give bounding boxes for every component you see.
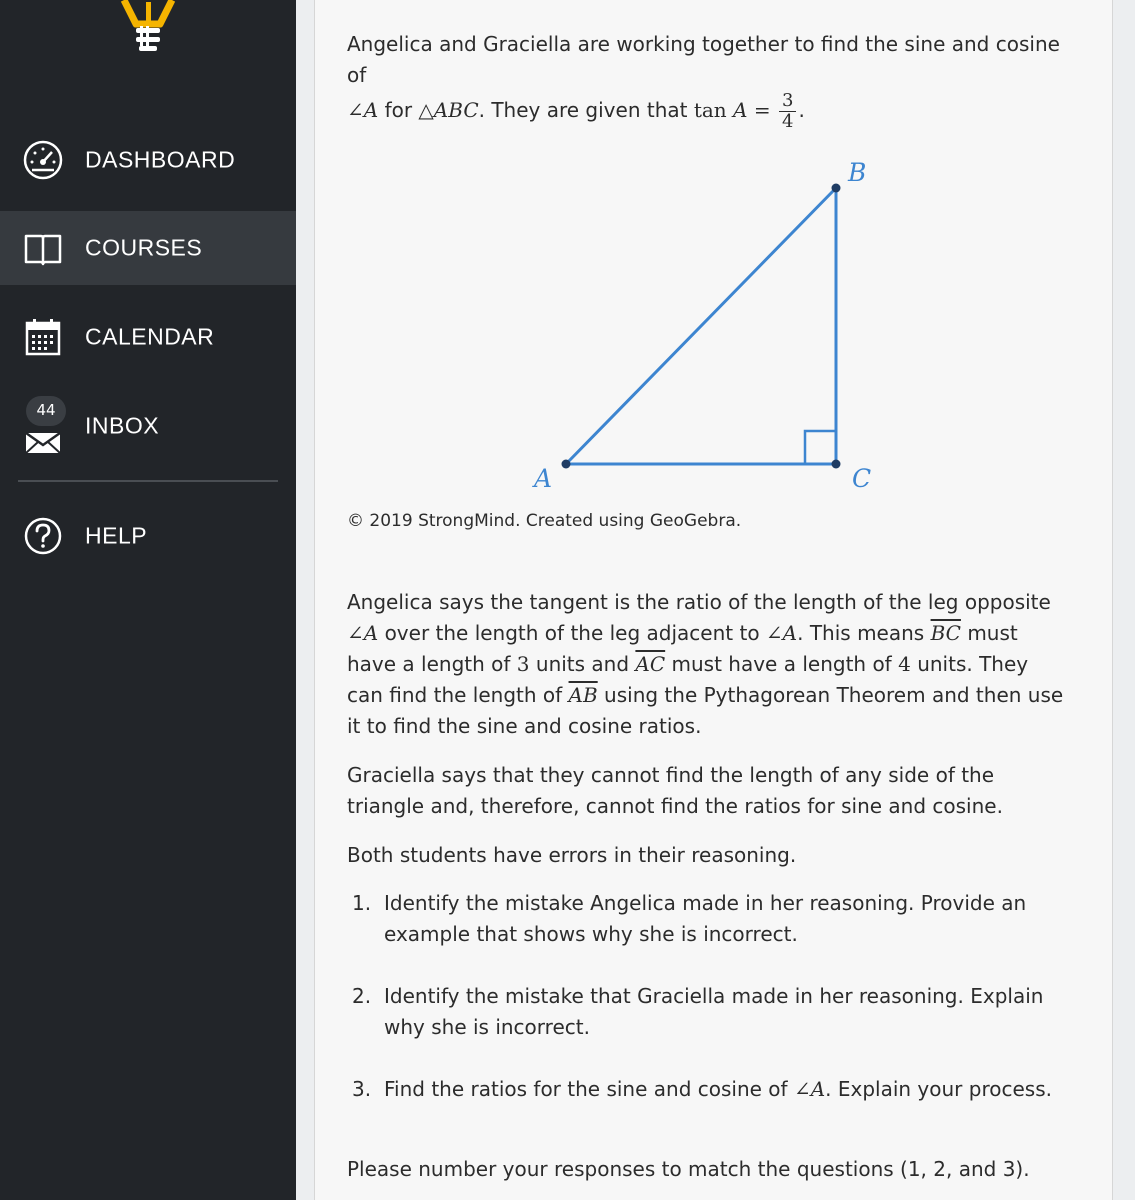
response-instructions: Please number your responses to match the questions (1, 2, and 3).: [347, 1157, 1030, 1181]
question-number: 2.: [352, 984, 372, 1008]
length-4: 4: [898, 652, 911, 676]
vertex-c-label: C: [852, 464, 872, 493]
length-3: 3: [516, 652, 530, 676]
sidebar-item-label: COURSES: [85, 234, 203, 261]
point-a: [562, 460, 571, 469]
book-icon: [22, 227, 64, 269]
fraction-denominator: 4: [781, 111, 794, 132]
help-circle-icon: [22, 515, 64, 557]
lightbulb-icon[interactable]: [118, 0, 178, 54]
sidebar-item-label: HELP: [85, 522, 148, 549]
angelica-text: over the length of the leg adjacent to: [384, 621, 760, 645]
tan-var: A: [733, 98, 748, 122]
both-students-text: Both students have errors in their reasoning.: [347, 843, 797, 867]
inbox-unread-badge: 44: [26, 396, 66, 426]
equals-sign: =: [753, 98, 771, 122]
angelica-text: units and: [535, 652, 630, 676]
segment-bc-label: $\overline{BC}$: [930, 621, 961, 645]
vertex-b-label: B: [848, 158, 867, 187]
sidebar-item-calendar[interactable]: [0, 300, 296, 374]
angelica-text: must have a length of: [347, 621, 1018, 676]
angelica-text: . This means: [797, 621, 925, 645]
angelica-paragraph: [347, 587, 1067, 742]
point-b: [832, 184, 841, 193]
angle-a-label: ∠A: [347, 98, 379, 122]
sidebar-item-help[interactable]: [0, 499, 296, 573]
angle-a-label: ∠A: [347, 621, 379, 645]
sidebar-divider: [18, 480, 278, 482]
segment-ab-label: $\overline{AB}$: [568, 683, 598, 707]
calendar-icon: [22, 316, 64, 358]
question-number: 1.: [352, 891, 372, 915]
right-angle-marker: [805, 431, 836, 464]
angelica-text: units. They can find the length of: [347, 652, 1029, 707]
question-text: Identify the mistake Angelica made in her reasoning. Provide an example that shows why she is incorrect.: [384, 891, 1027, 946]
intro-for: for: [384, 98, 413, 122]
sidebar-item-courses[interactable]: [0, 211, 296, 285]
sidebar: [0, 0, 296, 1200]
angelica-text: must have a length of: [671, 652, 892, 676]
problem-intro: Angelica and Graciella are working together to find the sine and cosine of ∠A for △ABC. They are given that tan A = $\frac{3}{4}$ .: [347, 32, 1060, 132]
vertex-a-label: A: [534, 464, 553, 493]
question-number: 3.: [352, 1077, 372, 1101]
point-c: [832, 460, 841, 469]
question-text: [384, 1074, 1074, 1105]
sidebar-item-label: CALENDAR: [85, 323, 215, 350]
graciella-paragraph: Graciella says that they cannot find the length of any side of the triangle and, therefore, cannot find the ratios for sine and cosine.: [347, 763, 1003, 818]
triangle-figure: [520, 150, 900, 500]
dashboard-gauge-icon: [22, 139, 64, 181]
tan-label: tan: [693, 98, 727, 122]
question-text: Identify the mistake that Graciella made in her reasoning. Explain why she is incorrect.: [384, 984, 1044, 1039]
question-text-part: . Explain your process.: [825, 1077, 1052, 1101]
fraction-numerator: 3: [779, 91, 796, 112]
triangle-label: △ABC: [418, 98, 479, 122]
figure-copyright: © 2019 StrongMind. Created using GeoGebra.: [347, 511, 742, 531]
sidebar-item-dashboard[interactable]: [0, 123, 296, 197]
intro-given: . They are given that: [478, 98, 688, 122]
segment-ac-label: $\overline{AC}$: [635, 652, 666, 676]
segment-ab: [566, 188, 836, 464]
angelica-text: Angelica says the tangent is the ratio of the length of the leg opposite: [347, 590, 1051, 614]
question-text-part: Find the ratios for the sine and cosine of: [384, 1077, 788, 1101]
sidebar-item-label: INBOX: [85, 412, 160, 439]
angle-a-label: ∠A: [793, 1077, 826, 1101]
angelica-text: using the Pythagorean Theorem and then use it to find the sine and cosine ratios.: [347, 683, 1064, 738]
intro-text: Angelica and Graciella are working together to find the sine and cosine of: [347, 32, 1060, 87]
angle-a-label: ∠A: [765, 621, 798, 645]
tan-fraction: [779, 91, 796, 132]
sidebar-item-label: DASHBOARD: [85, 146, 236, 173]
